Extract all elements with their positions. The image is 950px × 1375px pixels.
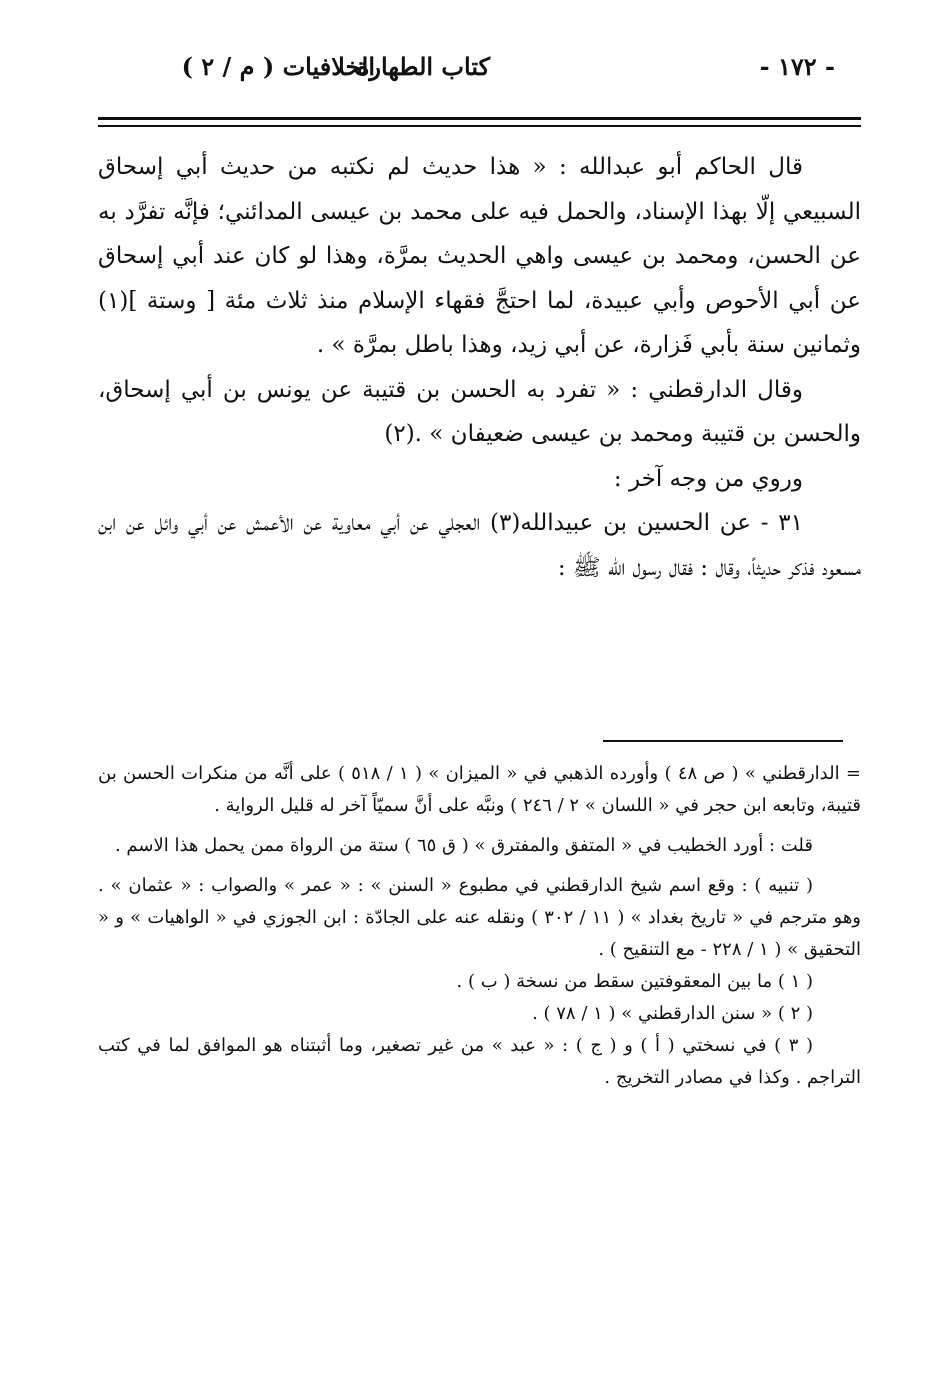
paragraph-daraqutni: وقال الدارقطني : « تفرد به الحسن بن قتيبة عن يونس بن أبي إسحاق، والحسن بن قتيبة ومحمد بن عيسى ضعيفان » .(٢): [98, 376, 861, 447]
page-header: [100, 52, 835, 92]
paragraph-hadith-31: ٣١ - عن الحسين بن عبيدالله(٣) العجلي عن أبي معاوية عن الأعمش عن أبي وائل عن ابن مسعود فذكر حديثاً، وقال : فقال رسول الله ﷺ :: [98, 510, 861, 581]
footnote-continuation: = الدارقطني » ( ص ٤٨ ) وأورده الذهبي في « الميزان » ( ١ / ٥١٨ ) على أنَّه من منكرات الحسن بن قتيبة، وتابعه ابن حجر في « اللسان » ٢ / ٢٤٦ ) ونبَّه على أنَّ سميّاً آخر له قليل الرواية .: [98, 763, 861, 816]
footnote-remark: قلت : أورد الخطيب في « المتفق والمفترق » ( ق ٦٥ ) ستة من الرواة ممن يحمل هذا الاسم .: [114, 835, 813, 856]
footnote-separator: [603, 740, 843, 742]
header-rule-thick: [98, 117, 861, 120]
book-title: كتاب الطهارة: [356, 52, 490, 81]
paragraph-other-route: وروي من وجه آخر :: [613, 465, 803, 492]
footnote-warning: ( تنبيه ) : وقع اسم شيخ الدارقطني في مطبوع « السنن » : « عمر » والصواب : « عثمان » . وهو مترجم في « تاريخ بغداد » ( ١١ / ٣٠٢ ) ونقله عنه على الجادّة : ابن الجوزي في « الواهيات » و « التحقيق » ( ١ / ٢٢٨ - مع التنقيح ) .: [98, 875, 861, 960]
running-subtitle: الخلافيات ( م / ٢ ): [181, 52, 375, 81]
footnotes: [98, 758, 861, 1094]
footnote-1: ( ١ ) ما بين المعقوفتين سقط من نسخة ( ب ) .: [456, 971, 813, 992]
page-number: - ١٧٢ -: [759, 52, 835, 81]
paragraph-hakim: قال الحاكم أبو عبدالله : « هذا حديث لم نكتبه من حديث أبي إسحاق السبيعي إلّا بهذا الإسناد، والحمل فيه على محمد بن عيسى المدائني؛ فإنَّه تفرَّد به عن الحسن، ومحمد بن عيسى واهي الحديث بمرَّة، وهذا لو كان عند أبي إسحاق عن أبي الأحوص وأبي عبيدة، لما احتجَّ فقهاء الإسلام منذ ثلاث مئة [ وستة ](١) وثمانين سنة بأبي فَزارة، عن أبي زيد، وهذا باطل بمرَّة » .: [98, 154, 861, 358]
main-text: [98, 145, 861, 590]
header-rule-thin: [98, 125, 861, 127]
footnote-2: ( ٢ ) « سنن الدارقطني » ( ١ / ٧٨ ) .: [532, 1003, 813, 1024]
footnote-3: ( ٣ ) في نسختي ( أ ) و ( ج ) : « عبد » من غير تصغير، وما أثبتناه هو الموافق لما في كتب التراجم . وكذا في مصادر التخريج .: [98, 1035, 861, 1088]
